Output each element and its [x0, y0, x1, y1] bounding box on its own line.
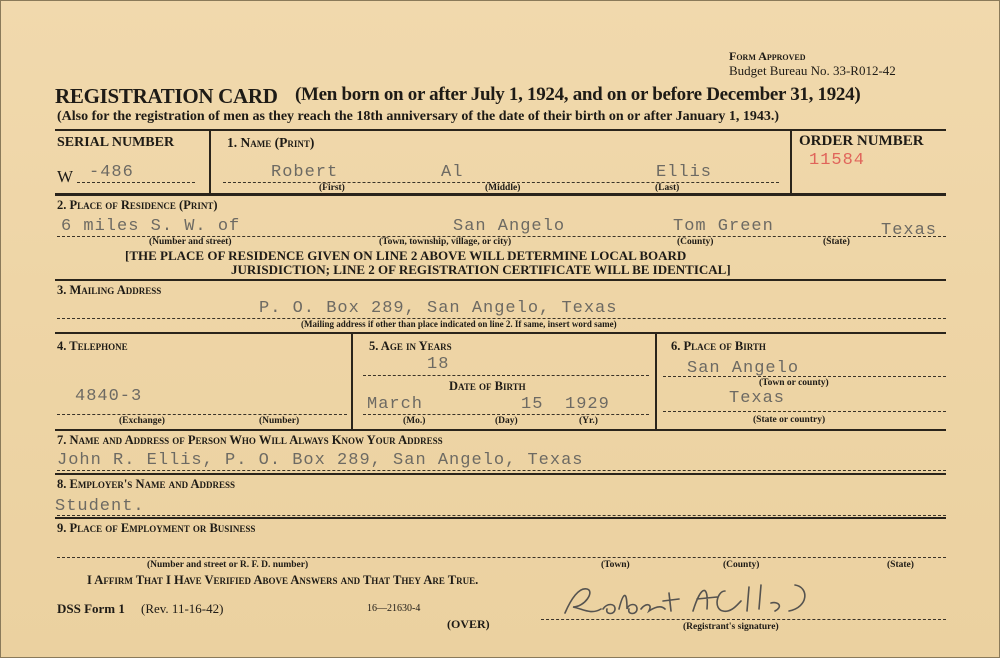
date-of-birth-label: Date of Birth [449, 379, 526, 393]
mailing-caption: (Mailing address if other than place indicated on line 2. If same, insert word same) [301, 319, 617, 329]
rule-after-row1 [55, 193, 946, 196]
residence-county: Tom Green [673, 217, 774, 236]
employer-line [57, 515, 946, 516]
birthplace-state-caption: (State or country) [753, 415, 826, 425]
form-approved-label: Form Approved [729, 49, 806, 63]
age-label: 5. Age in Years [369, 339, 452, 353]
middle-name: Al [441, 163, 464, 182]
number-caption: (Number) [259, 416, 300, 426]
contact-line [57, 470, 946, 471]
birthplace-state-line [663, 411, 946, 412]
last-caption: (Last) [655, 183, 680, 193]
state-caption: (State) [823, 237, 850, 247]
order-number-stamp: 11584 [809, 151, 866, 170]
employment-state-caption: (State) [887, 560, 914, 570]
year-caption: (Yr.) [579, 416, 598, 426]
card-title: REGISTRATION CARD [55, 84, 278, 108]
residence-street: 6 miles S. W. of [61, 217, 241, 236]
rule-top [55, 129, 946, 131]
telephone-line [57, 414, 347, 415]
rule-after-mailing [55, 332, 946, 334]
jurisdiction-notice-line2: JURISDICTION; LINE 2 OF REGISTRATION CERTIFICATE WILL BE IDENTICAL] [231, 262, 731, 277]
telephone-value: 4840-3 [75, 387, 143, 406]
employment-county-caption: (County) [723, 560, 760, 570]
day-caption: (Day) [495, 416, 518, 426]
residence-label: 2. Place of Residence (Print) [57, 198, 218, 212]
mailing-address-value: P. O. Box 289, San Angelo, Texas [259, 299, 618, 318]
signature-line [541, 619, 946, 620]
also-registration-text: (Also for the registration of men as they reach the 18th anniversary of the date of their birth on or after January 1, 1943.) [57, 109, 780, 124]
residence-town: San Angelo [453, 217, 566, 236]
serial-prefix: W [57, 167, 74, 186]
employment-town-caption: (Town) [601, 560, 630, 570]
last-name: Ellis [656, 163, 713, 182]
serial-number-value: -486 [89, 163, 134, 182]
divider-telephone [351, 332, 353, 429]
county-caption: (County) [677, 237, 714, 247]
registrant-signature [557, 579, 857, 621]
rule-after-residence [55, 279, 946, 281]
serial-number-label: SERIAL NUMBER [57, 135, 175, 150]
contact-person-value: John R. Ellis, P. O. Box 289, San Angelo, Texas [57, 451, 584, 470]
employment-place-label: 9. Place of Employment or Business [57, 521, 256, 535]
town-caption: (Town, township, village, or city) [379, 237, 512, 247]
employer-label: 8. Employer's Name and Address [57, 477, 236, 491]
birthplace-town: San Angelo [687, 359, 800, 378]
divider-order [790, 129, 792, 193]
serial-line [77, 182, 195, 183]
residence-state: Texas [881, 221, 938, 240]
over-label: (OVER) [447, 617, 490, 631]
month-caption: (Mo.) [403, 416, 426, 426]
birthplace-town-line [663, 376, 946, 377]
jurisdiction-notice-line1: [THE PLACE OF RESIDENCE GIVEN ON LINE 2 ABOVE WILL DETERMINE LOCAL BOARD [125, 248, 687, 263]
birthplace-town-caption: (Town or county) [759, 378, 829, 388]
rule-after-employer [55, 517, 946, 519]
employment-street-caption: (Number and street or R. F. D. number) [147, 560, 309, 570]
form-revision: (Rev. 11-16-42) [141, 601, 224, 616]
rule-after-contact [55, 473, 946, 475]
order-number-label: ORDER NUMBER [799, 133, 924, 149]
first-name: Robert [271, 163, 339, 182]
dob-line [363, 414, 649, 415]
print-code: 16—21630-4 [367, 603, 421, 614]
budget-bureau-number: Budget Bureau No. 33-R012-42 [729, 63, 896, 78]
signature-caption: (Registrant's signature) [683, 622, 779, 632]
age-line [363, 375, 649, 376]
street-caption: (Number and street) [149, 237, 232, 247]
birth-month: March [367, 395, 424, 414]
affirmation-text: I Affirm That I Have Verified Above Answers and That They Are True. [87, 573, 479, 587]
employment-line [57, 557, 946, 558]
birthplace-label: 6. Place of Birth [671, 339, 766, 353]
exchange-caption: (Exchange) [119, 416, 165, 426]
first-caption: (First) [319, 183, 345, 193]
birth-range-text: (Men born on or after July 1, 1924, and on or before December 31, 1924) [295, 84, 861, 105]
mailing-address-label: 3. Mailing Address [57, 283, 162, 297]
contact-person-label: 7. Name and Address of Person Who Will Always Know Your Address [57, 433, 443, 447]
birthplace-state: Texas [729, 389, 786, 408]
birth-year: 1929 [565, 395, 610, 414]
name-label: 1. Name (Print) [227, 135, 315, 150]
birth-day: 15 [521, 395, 544, 414]
rule-after-row4 [55, 429, 946, 431]
employer-value: Student. [55, 497, 145, 516]
divider-age [655, 332, 657, 429]
age-value: 18 [427, 355, 450, 374]
middle-caption: (Middle) [485, 183, 521, 193]
telephone-label: 4. Telephone [57, 339, 128, 353]
divider-serial [209, 129, 211, 193]
dss-form-number: DSS Form 1 [57, 601, 125, 616]
